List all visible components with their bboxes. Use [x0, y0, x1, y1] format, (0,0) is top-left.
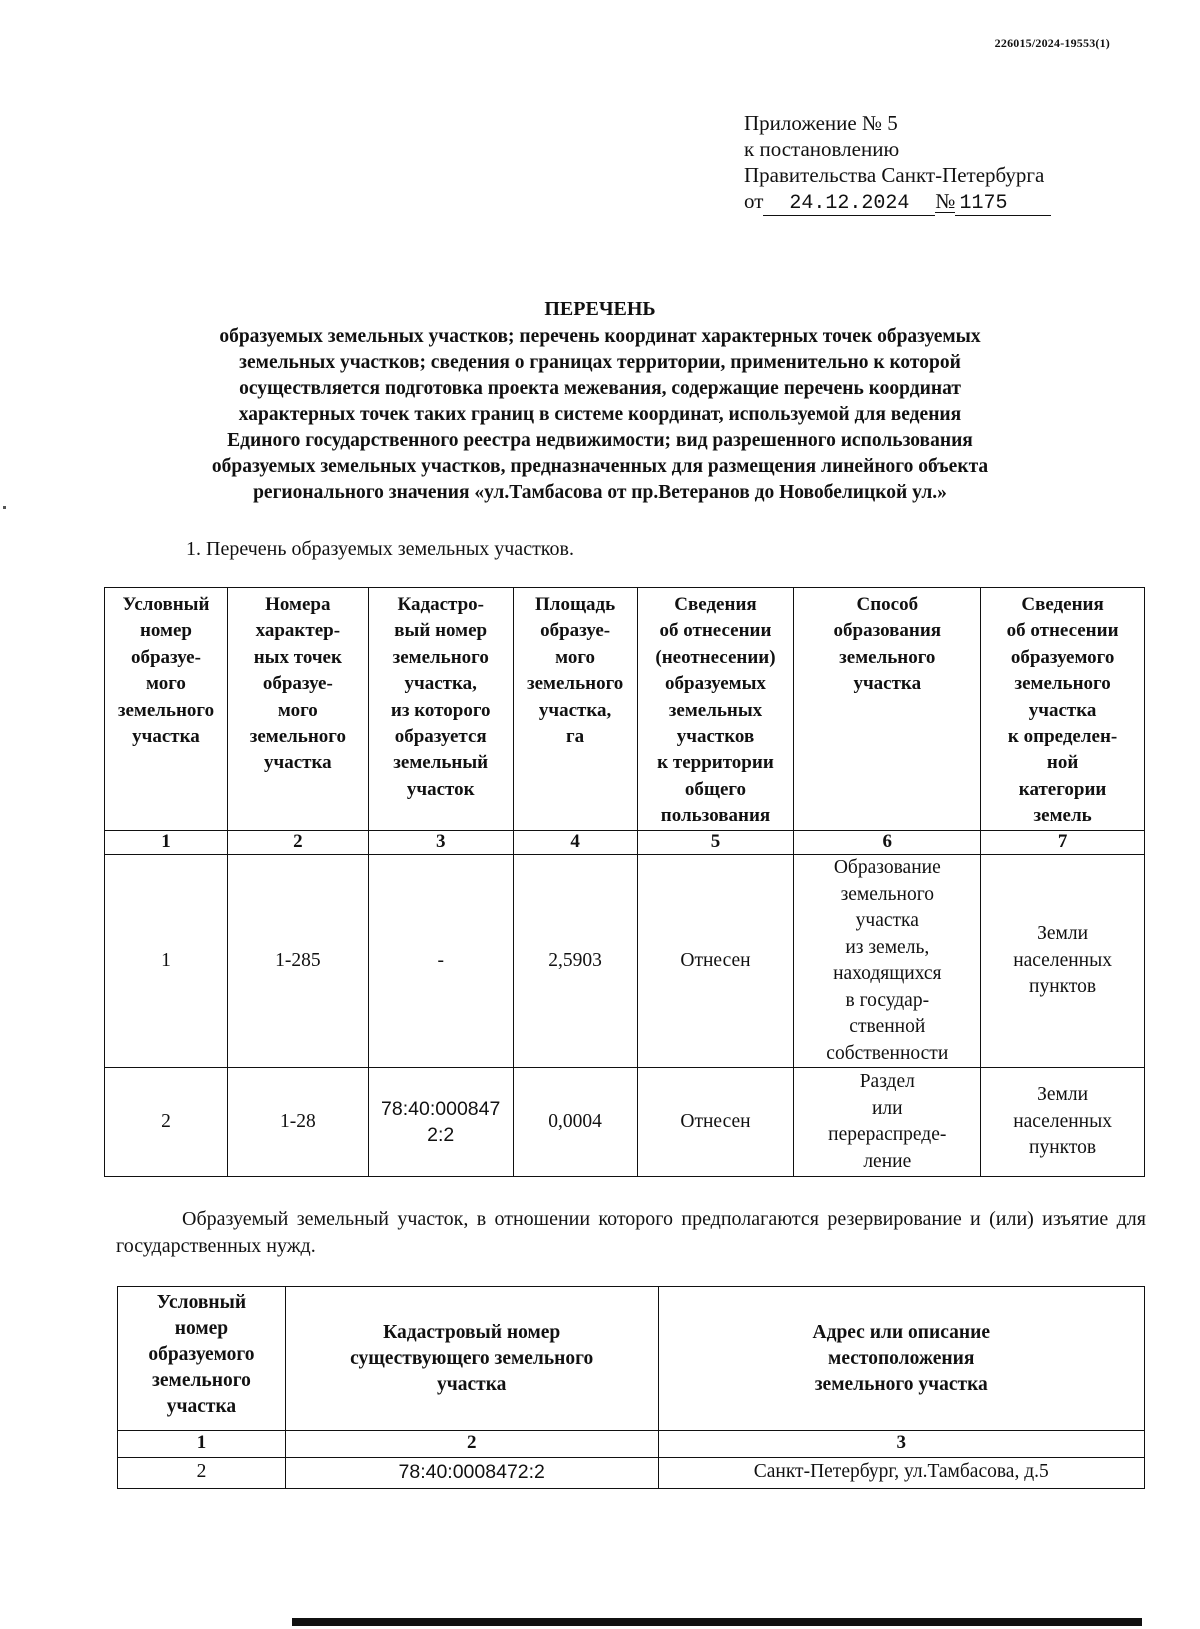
address-cell: Санкт-Петербург, ул.Тамбасова, д.5 [658, 1458, 1144, 1489]
cell-line: образуемого [1010, 646, 1115, 668]
cell-line: земельного [117, 699, 215, 721]
cell-line: из которого [390, 699, 491, 721]
cell-line: номер [139, 620, 192, 642]
points-cell: 1-285 [227, 855, 368, 1068]
plot-number-cell: 2 [105, 1068, 228, 1177]
category-cell [981, 1068, 1145, 1177]
cell-line: Кадастровый номер [383, 1321, 561, 1343]
cell-line: к территории [657, 752, 774, 774]
cell-line: га [566, 726, 585, 748]
column-number-cell: 7 [981, 831, 1145, 855]
cell-line: характер- [255, 620, 341, 642]
cell-line: Способ [856, 594, 919, 615]
cell-line: - [437, 949, 444, 971]
cell-line: в государ- [845, 989, 930, 1011]
cell-line: пунктов [1029, 976, 1097, 998]
method-cell [794, 855, 981, 1068]
cell-line: образуе- [130, 646, 201, 668]
cell-line: из земель, [845, 936, 930, 958]
cell-line: или [871, 1097, 903, 1119]
plot-number-cell: 2 [118, 1458, 286, 1489]
cadastral-cell: 78:40:0008472:2 [285, 1458, 658, 1489]
cell-line: участок [406, 778, 475, 800]
header-cell [368, 588, 513, 831]
cell-line: участка [436, 1373, 507, 1395]
header-cell [513, 588, 637, 831]
cell-line: образуемого [148, 1344, 255, 1365]
table-header-row [118, 1287, 1145, 1431]
cell-line: ных точек [253, 646, 342, 668]
column-number-cell: 1 [118, 1431, 286, 1458]
header-cell [658, 1287, 1144, 1431]
reservation-paragraph: Образуемый земельный участок, в отношении которого предполагаются резервирование и (или) изъятие для государственных нужд. [116, 1208, 1146, 1257]
cell-line: земельного [1014, 673, 1111, 695]
header-cell [118, 1287, 286, 1431]
cell-line: образуемых [665, 673, 766, 695]
cell-line: земельного [392, 646, 489, 668]
scan-mark [3, 506, 6, 509]
column-number-cell: 2 [285, 1431, 658, 1458]
column-number-row [105, 831, 1145, 855]
cell-line: ственной [849, 1016, 926, 1037]
cell-line: находящихся [833, 963, 942, 984]
appendix-line: Приложение № 5 [744, 111, 898, 135]
table-row [105, 1068, 1145, 1177]
cell-line: участка [1028, 699, 1097, 721]
cell-line: мого [277, 699, 318, 721]
header-cell [637, 588, 794, 831]
cell-line: перераспреде- [828, 1124, 947, 1145]
appendix-header [744, 110, 1051, 216]
heading-line: осуществляется подготовка проекта межевания, содержащие перечень координат [239, 378, 961, 399]
column-number-cell: 4 [513, 831, 637, 855]
cell-line: к определен- [1007, 726, 1118, 748]
area-cell: 2,5903 [513, 855, 637, 1068]
cell-line: Условный [156, 1292, 247, 1313]
appendix-line: Правительства Санкт-Петербурга [744, 163, 1045, 187]
cell-line: пользования [660, 805, 771, 827]
resolution-number: 1175 [955, 193, 1051, 216]
cell-line: Адрес или описание [812, 1321, 990, 1343]
header-cell [794, 588, 981, 831]
cell-line: Площадь [535, 594, 616, 615]
cell-line: Земли [1037, 923, 1089, 945]
heading-subtitle [100, 324, 1100, 506]
header-cell [981, 588, 1145, 831]
appendix-line: к постановлению [744, 137, 900, 161]
cell-line: земельный [393, 752, 489, 774]
cell-line: участка [166, 1396, 237, 1417]
cell-line: общего [684, 778, 747, 800]
cell-line: участка [855, 910, 919, 931]
cell-line: существующего земельного [350, 1347, 594, 1369]
column-number-cell: 3 [658, 1431, 1144, 1458]
heading-line: земельных участков; сведения о границах территории, применительно к которой [239, 352, 961, 373]
method-cell [794, 1068, 981, 1177]
scan-edge-bar [292, 1618, 1142, 1626]
cell-line: земельного участка [814, 1373, 988, 1395]
heading-line: регионального значения «ул.Тамбасова от пр.Ветеранов до Новобелицкой ул.» [253, 482, 947, 503]
document-registration-number: 226015/2024-19553(1) [994, 36, 1110, 50]
cell-line: земельного [840, 883, 934, 905]
cell-line: образуе- [262, 673, 333, 695]
cell-line: местоположения [828, 1347, 975, 1369]
cell-line: участка [132, 726, 200, 748]
public-use-cell: Отнесен [637, 855, 794, 1068]
reservation-table [117, 1286, 1145, 1489]
cadastral-cell [368, 1068, 513, 1177]
header-cell [105, 588, 228, 831]
cell-line: категории [1018, 778, 1107, 800]
cell-line: Условный [122, 594, 210, 615]
cell-line: Кадастро- [397, 594, 484, 615]
cell-line: ной [1046, 752, 1079, 774]
cell-line: земельного [152, 1370, 251, 1391]
appendix-date-line [744, 188, 1051, 216]
heading-line: образуемых земельных участков; перечень координат характерных точек образуемых [219, 326, 981, 347]
cell-line: ление [863, 1150, 912, 1172]
heading-title: ПЕРЕЧЕНЬ [544, 298, 656, 320]
cell-line: Образование [833, 857, 941, 878]
table-row [118, 1458, 1145, 1489]
cell-line: Номера [265, 594, 331, 615]
header-cell [227, 588, 368, 831]
column-number-cell: 2 [227, 831, 368, 855]
public-use-cell: Отнесен [637, 1068, 794, 1177]
cell-line: Сведения [1021, 594, 1104, 615]
cell-line: Сведения [674, 594, 757, 615]
points-cell: 1-28 [227, 1068, 368, 1177]
cell-line: вый номер [394, 620, 488, 642]
table-header-row [105, 588, 1145, 831]
cell-line: земельного [249, 726, 346, 748]
heading-line: характерных точек таких границ в системе координат, используемой для ведения [238, 404, 962, 425]
cell-line: образуется [394, 726, 487, 748]
cell-line: участка [853, 673, 922, 695]
cell-line: участка, [404, 673, 477, 695]
section-1-title: 1. Перечень образуемых земельных участков. [186, 538, 574, 560]
cell-line: (неотнесении) [655, 646, 776, 668]
cell-line: собственности [826, 1042, 949, 1064]
cell-line: участка [264, 752, 332, 774]
cell-line: земельных [668, 699, 763, 721]
area-cell: 0,0004 [513, 1068, 637, 1177]
cell-line: участка, [538, 699, 612, 721]
cell-line: земельного [526, 673, 624, 695]
cadastral-cell [368, 855, 513, 1068]
date-prefix: от [744, 189, 764, 213]
cell-line: 2:2 [427, 1124, 455, 1146]
column-number-cell: 3 [368, 831, 513, 855]
cell-line: номер [174, 1318, 229, 1339]
cell-line: Земли [1037, 1084, 1089, 1106]
header-cell [285, 1287, 658, 1431]
cell-line: населенных [1013, 949, 1112, 971]
cell-line: земельного [839, 646, 936, 668]
cell-line: 78:40:000847 [381, 1097, 501, 1120]
cell-line: образуе- [540, 620, 611, 642]
number-prefix: № [935, 189, 956, 213]
cell-line: пунктов [1029, 1137, 1097, 1159]
cell-line: образования [833, 620, 942, 642]
table-row [105, 855, 1145, 1068]
cell-line: участков [676, 726, 755, 748]
column-number-cell: 1 [105, 831, 228, 855]
cell-line: населенных [1013, 1110, 1112, 1132]
document-heading [100, 296, 1100, 506]
cell-line: земель [1033, 805, 1092, 827]
cell-line: об отнесении [659, 620, 772, 642]
category-cell [981, 855, 1145, 1068]
column-number-row [118, 1431, 1145, 1458]
land-plots-table [104, 587, 1145, 1177]
heading-line: образуемых земельных участков, предназначенных для размещения линейного объекта [211, 456, 989, 477]
resolution-date: 24.12.2024 [763, 193, 935, 216]
cell-line: мого [555, 646, 596, 668]
column-number-cell: 5 [637, 831, 794, 855]
column-number-cell: 6 [794, 831, 981, 855]
heading-line: Единого государственного реестра недвижимости; вид разрешенного использования [227, 430, 973, 451]
plot-number-cell: 1 [105, 855, 228, 1068]
cell-line: Раздел [859, 1071, 915, 1092]
cell-line: мого [146, 673, 186, 695]
cell-line: об отнесении [1006, 620, 1119, 642]
